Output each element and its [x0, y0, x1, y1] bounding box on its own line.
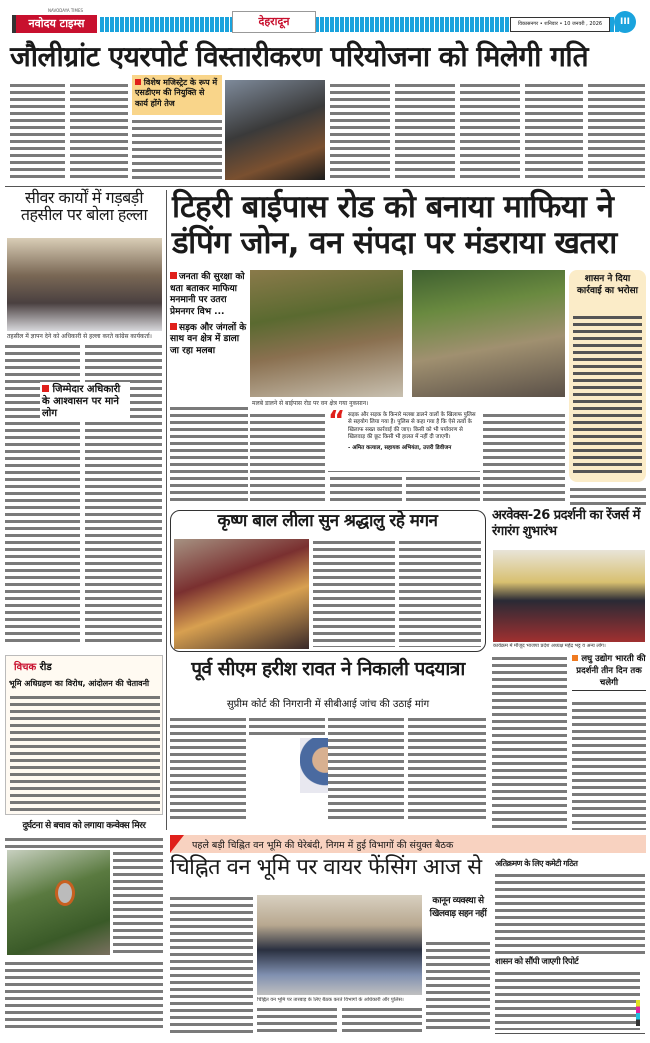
- airport-headline: जौलीग्रांट एयरपोर्ट विस्तारीकरण परियोजना को मिलेगी गति: [10, 40, 589, 73]
- mirror-body-2: [5, 960, 163, 1030]
- color-registration-mark: [636, 1000, 640, 1026]
- tehri-body-2: [330, 475, 402, 505]
- krishna-box: [170, 510, 486, 652]
- fencing-kicker: पहले बड़ी चिह्नित वन भूमि की घेरेबंदी, निगम में हुई विभागों की संयुक्त बैठक: [192, 840, 454, 851]
- committee-subheadline: शासन को सौंपी जाएगी रिपोर्ट: [495, 957, 579, 967]
- airport-highlight-text: विशेष मजिस्ट्रेट के रूप में एसडीएम की नियुक्ति से कार्य होंगे तेज: [135, 78, 218, 108]
- tehri-body-4: [483, 412, 565, 505]
- fencing-body-1: [170, 895, 253, 1033]
- mirror-headline: दुर्घटना से बचाव को लगाया कन्वेक्स मिरर: [22, 821, 146, 831]
- fencing-photo: [257, 895, 422, 995]
- fencing-body-2: [257, 1006, 337, 1033]
- krishna-headline: कृष्ण बाल लीला सुन श्रद्धालु रहे मगन: [217, 511, 438, 531]
- tehri-side-box-title: शासन ने दिया कार्रवाई का भरोसा: [577, 274, 638, 296]
- sewer-photo: [7, 238, 162, 331]
- land-kicker-a: विचक: [14, 662, 37, 673]
- rawat-body-1: [170, 716, 246, 820]
- krishna-body-2: [399, 539, 481, 647]
- airport-body-2: [70, 82, 128, 182]
- krishna-body-1: [313, 539, 395, 647]
- rawat-body-4: [408, 716, 486, 820]
- sewer-headline: सीवर कार्यों में गड़बड़ी तहसील पर बोला हल्ला: [20, 188, 148, 224]
- tehri-bullet-1: जनता की सुरक्षा को धता बताकर माफिया मनमानी पर उतरा प्रेमनगर विभ ...: [170, 272, 248, 319]
- tehri-bullet-2: सड़क और जंगलों के साथ वन क्षेत्र में डाला जा रहा मलबा: [170, 322, 247, 357]
- mirror-body-1: [113, 850, 163, 955]
- page-number: III: [614, 11, 636, 33]
- tehri-body-1: [250, 412, 325, 505]
- arvex-body-2: [572, 700, 646, 830]
- airport-body-5: [395, 82, 455, 182]
- tehri-quote-author: - अमित कत्याल, सहायक अभियंता, उत्तरी डिवीजन: [348, 444, 452, 451]
- arvex-subheadline: लघु उद्योग भारती की प्रदर्शनी तीन दिन तक चलेगी: [576, 654, 646, 688]
- divider: [5, 186, 645, 187]
- tehri-body-0: [170, 405, 248, 505]
- airport-body-8: [588, 82, 645, 182]
- land-headline: भूमि अधिग्रहण का विरोध, आंदोलन की चेतावनी: [9, 679, 150, 688]
- arvex-body: [492, 655, 567, 830]
- fencing-side-headline: कानून व्यवस्था से खिलवाड़ सहन नहीं: [429, 896, 487, 919]
- committee-body-2: [495, 970, 640, 1030]
- tehri-photo-2: [412, 270, 565, 397]
- tehri-photo-1: [250, 270, 403, 397]
- tehri-quote: [328, 406, 480, 472]
- masthead: [0, 0, 650, 40]
- quote-icon: “: [328, 406, 346, 436]
- tehri-headline: टिहरी बाईपास रोड को बनाया माफिया ने डंपिंग जोन, वन संपदा पर मंडराया खतरा: [172, 189, 617, 261]
- column-divider: [166, 190, 167, 830]
- arvex-photo: [493, 550, 645, 642]
- airport-highlight-box: [132, 75, 222, 115]
- convex-mirror-icon: [55, 880, 75, 906]
- fencing-side-body: [426, 940, 490, 1033]
- tehri-caption: मलबे डालने से बाईपास रोड पर वन क्षेत्र गया नुकसान।: [252, 400, 369, 407]
- date-line: विकासनगर • शनिवार • 10 जनवरी , 2026: [510, 17, 610, 32]
- airport-body-1: [10, 82, 65, 182]
- fencing-kicker-band: [170, 835, 646, 853]
- edition-label: देहरादून: [232, 11, 316, 33]
- tehri-body-5: [570, 486, 646, 505]
- masthead-small-label: NAVODAYA TIMES: [48, 8, 84, 13]
- rawat-body-3: [328, 716, 404, 820]
- land-kicker: [14, 659, 162, 673]
- mirror-photo: [7, 850, 110, 955]
- arvex-subheadline-box: [572, 654, 646, 691]
- tehri-side-box-body: [573, 314, 642, 474]
- airport-body-4: [330, 82, 390, 182]
- airport-body-3: [132, 118, 222, 182]
- bullet-icon: [42, 385, 49, 392]
- airport-body-6: [460, 82, 520, 182]
- tehri-side-box: [569, 270, 646, 482]
- airport-body-7: [525, 82, 583, 182]
- committee-headline: अतिक्रमण के लिए कमेटी गठित: [495, 859, 578, 868]
- newspaper-logo: नवोदय टाइम्स: [12, 15, 97, 33]
- land-body: [10, 694, 160, 812]
- sewer-subhead-text: जिम्मेदार अधिकारी के आश्वासन पर माने लोग: [42, 384, 121, 419]
- arvex-headline: अरवेक्स-26 प्रदर्शनी का रेंजर्स में रंगारंग शुभारंभ: [492, 508, 640, 540]
- bullet-icon: [135, 79, 141, 85]
- land-box: [5, 655, 163, 815]
- fencing-body-3: [342, 1006, 422, 1033]
- sewer-caption: तहसील में ज्ञापन देने को अधिकारी से हल्ला करते कांग्रेस कार्यकर्ता।: [7, 333, 152, 340]
- red-triangle-icon: [170, 835, 184, 853]
- tehri-quote-text: सड़क और सड़क के किनारे मलबा डालने वालों के खिलाफ पुलिस से सहयोग लिया गया है। पुलिस से कहा गया है कि ऐसे तत्वों के खिलाफ सख्त कार्रवाई की जाए। किसी को भी पर्यावरण से खिलवाड़ की छूट किसी भी हालत में नहीं दी जाएगी।: [348, 412, 476, 441]
- fencing-caption: चिह्नित वन भूमि पर तारबाड़ के लिए बैठक करते विभागों के अधिकारी और पुलिस।: [257, 997, 404, 1003]
- committee-body: [495, 872, 645, 954]
- tehri-bullets: [170, 272, 248, 362]
- bottom-rule: [495, 1033, 645, 1034]
- mirror-body-0: [5, 836, 163, 848]
- rawat-headline: पूर्व सीएम हरीश रावत ने निकाली पदयात्रा: [191, 658, 465, 680]
- rawat-subhead: सुप्रीम कोर्ट की निगरानी में सीबीआई जांच की उठाई मांग: [226, 699, 430, 710]
- rawat-body-2: [249, 716, 325, 736]
- arvex-caption: कार्यक्रम में मौजूद भाजपा प्रदेश अध्यक्ष महेंद्र भट्ट व अन्य लोग।: [493, 643, 606, 649]
- fencing-headline: चिह्नित वन भूमि पर वायर फेंसिंग आज से: [170, 855, 482, 880]
- krishna-photo: [174, 539, 309, 649]
- sewer-subhead: [40, 382, 130, 422]
- land-kicker-b: रीड: [39, 662, 52, 673]
- bullet-icon: [572, 655, 578, 661]
- tehri-body-3: [406, 475, 480, 505]
- airport-photo: [225, 80, 325, 180]
